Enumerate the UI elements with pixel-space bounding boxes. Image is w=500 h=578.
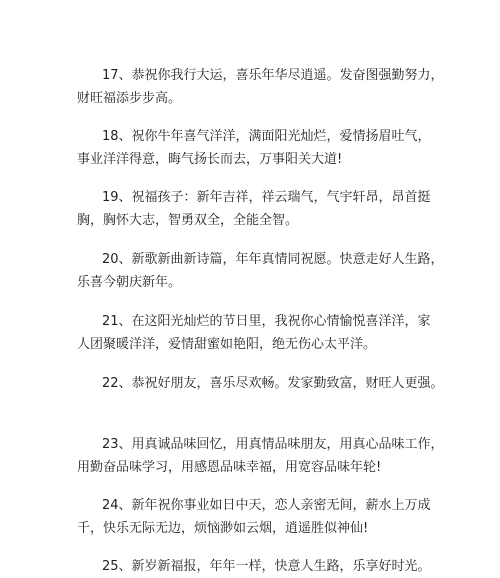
paragraph-line: 25、新岁新福报，年年一样，快意人生路，乐享好时光。 [102,559,431,574]
paragraph-25 [77,555,437,578]
paragraph-line: 用勤奋品味学习，用感恩品味幸福，用宽容品味年轮! [77,460,382,475]
paragraph-24 [77,494,437,540]
paragraph-line: 24、新年祝你事业如日中天，恋人亲密无间，薪水上万成 [102,498,431,513]
paragraph-line: 17、恭祝你我行大运，喜乐年华尽逍遥。发奋图强勤努力， [102,68,444,83]
paragraph-19 [77,186,437,232]
paragraph-line: 人团聚暖洋洋，爱情甜蜜如艳阳，绝无伤心太平洋。 [77,337,377,352]
paragraph-line: 乐喜今朝庆新年。 [77,275,182,290]
paragraph-line: 18、祝你牛年喜气洋洋，满面阳光灿烂，爱情扬眉吐气， [102,129,431,144]
paragraph-21 [77,310,437,356]
paragraph-line: 22、恭祝好朋友，喜乐尽欢畅。发家勤致富，财旺人更强。 [102,376,444,391]
paragraph-line: 事业洋洋得意，晦气扬长而去，万事阳关大道! [77,152,343,167]
paragraph-line: 23、用真诚品味回忆，用真情品味朋友，用真心品味工作， [102,437,444,452]
paragraph-line: 20、新歌新曲新诗篇，年年真情同祝愿。快意走好人生路， [102,252,444,267]
paragraph-23 [77,433,444,479]
paragraph-line: 19、祝福孩子：新年吉祥，祥云瑞气，气宇轩昂，昂首挺 [102,190,431,205]
paragraph-18 [77,125,437,171]
paragraph-line: 胸，胸怀大志，智勇双全，全能全智。 [77,213,299,228]
paragraph-line: 21、在这阳光灿烂的节日里，我祝你心情愉悦喜洋洋，家 [102,314,431,329]
paragraph-22 [77,372,444,395]
paragraph-line: 财旺福添步步高。 [77,91,182,106]
paragraph-17 [77,64,444,110]
paragraph-line: 千，快乐无际无边，烦恼渺如云烟，逍遥胜似神仙! [77,521,369,536]
paragraph-20 [77,248,444,294]
